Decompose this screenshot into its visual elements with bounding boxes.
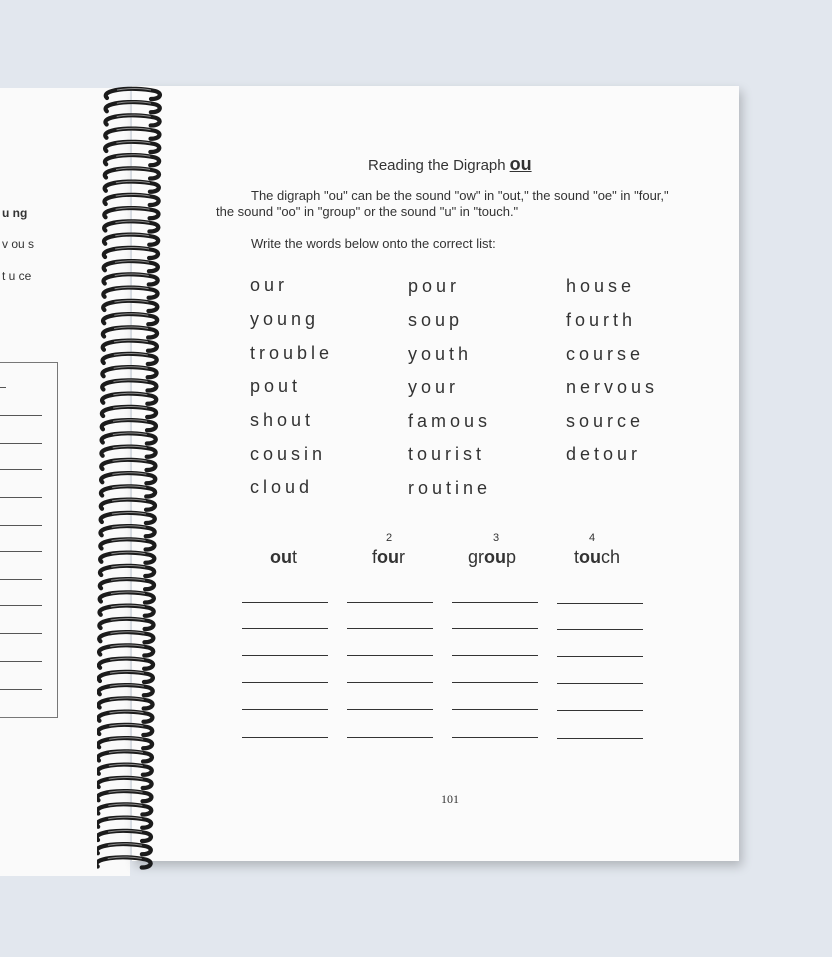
spiral-coil bbox=[97, 778, 151, 788]
left-page-answer-box bbox=[0, 362, 58, 718]
spiral-binding bbox=[97, 84, 167, 874]
left-page-fragment: u ng bbox=[2, 206, 28, 220]
word-item: cousin bbox=[250, 444, 327, 464]
spiral-coil bbox=[104, 261, 158, 271]
word-item: youth bbox=[408, 344, 473, 364]
list-number: 4 bbox=[589, 532, 596, 544]
word-item: young bbox=[250, 309, 320, 329]
spiral-coil bbox=[102, 367, 156, 377]
spiral-coil bbox=[101, 513, 155, 523]
intro-text: The digraph "ou" can be the sound "ow" in "out," the sound "oe" in "four," the sound "oo" in "group" or the sound "u" in "touch." bbox=[216, 188, 669, 219]
word-item: pout bbox=[250, 376, 302, 396]
word-item: shout bbox=[250, 410, 315, 430]
spiral-coil bbox=[105, 155, 159, 165]
answer-line[interactable] bbox=[557, 656, 643, 657]
spiral-coil bbox=[97, 831, 151, 841]
spiral-coil bbox=[99, 632, 153, 642]
word-item: source bbox=[566, 411, 645, 431]
spiral-coil bbox=[99, 672, 153, 682]
list-number: 2 bbox=[386, 532, 393, 544]
answer-line[interactable] bbox=[452, 602, 538, 603]
word-item: soup bbox=[408, 310, 464, 330]
answer-line[interactable] bbox=[242, 709, 328, 710]
spiral-coil bbox=[101, 447, 155, 457]
word-item: course bbox=[566, 344, 645, 364]
spiral-coil bbox=[101, 473, 155, 483]
answer-line[interactable] bbox=[347, 655, 433, 656]
list-header-out: out bbox=[270, 547, 298, 567]
word-item: pour bbox=[408, 276, 461, 296]
spiral-coil bbox=[98, 751, 152, 761]
answer-line[interactable] bbox=[452, 682, 538, 683]
spiral-coil bbox=[104, 221, 158, 231]
spiral-coil bbox=[103, 354, 157, 364]
worksheet-title bbox=[368, 154, 532, 175]
left-page-fragment: t u ce bbox=[2, 269, 32, 283]
list-header-group: group bbox=[468, 547, 517, 567]
spiral-coil bbox=[100, 592, 154, 602]
spiral-coil bbox=[102, 407, 156, 417]
spiral-coil bbox=[104, 195, 158, 205]
intro-paragraph bbox=[216, 188, 676, 220]
spiral-coil bbox=[104, 248, 158, 258]
spiral-coil bbox=[98, 725, 152, 735]
spiral-coil bbox=[103, 301, 157, 311]
spiral-coil bbox=[97, 804, 151, 814]
answer-line[interactable] bbox=[557, 710, 643, 711]
spiral-coil bbox=[105, 168, 159, 178]
list-header-touch: touch bbox=[574, 547, 621, 567]
spiral-coil bbox=[105, 142, 159, 152]
spiral-coil bbox=[102, 420, 156, 430]
answer-line[interactable] bbox=[347, 602, 433, 603]
spiral-coil bbox=[102, 433, 156, 443]
spiral-coil bbox=[97, 857, 151, 867]
spiral-coil bbox=[99, 619, 153, 629]
answer-line[interactable] bbox=[557, 603, 643, 604]
spiral-coil bbox=[103, 341, 157, 351]
spiral-coil bbox=[98, 712, 152, 722]
spiral-coil bbox=[101, 460, 155, 470]
answer-line[interactable] bbox=[242, 628, 328, 629]
spiral-coil bbox=[104, 274, 158, 284]
answer-line[interactable] bbox=[452, 655, 538, 656]
spiral-coil bbox=[105, 182, 159, 192]
spiral-coil bbox=[98, 738, 152, 748]
spiral-coil bbox=[104, 208, 158, 218]
spiral-coil bbox=[97, 844, 151, 854]
answer-line[interactable] bbox=[347, 737, 433, 738]
spiral-coil bbox=[98, 698, 152, 708]
spiral-coil bbox=[106, 102, 160, 112]
spiral-coil bbox=[100, 606, 154, 616]
worksheet-page bbox=[132, 86, 739, 861]
spiral-coil bbox=[106, 89, 160, 99]
spiral-coil bbox=[100, 553, 154, 563]
spiral-coil bbox=[98, 765, 152, 775]
left-page-fragment: v ou s bbox=[2, 237, 35, 251]
spiral-coil bbox=[104, 235, 158, 245]
list-number: 3 bbox=[493, 532, 500, 544]
spiral-coil bbox=[100, 566, 154, 576]
spiral-coil bbox=[105, 115, 159, 125]
answer-line[interactable] bbox=[557, 629, 643, 630]
word-item: famous bbox=[408, 411, 492, 431]
word-item: fourth bbox=[566, 310, 637, 330]
spiral-coil bbox=[100, 526, 154, 536]
spiral-coil bbox=[101, 486, 155, 496]
word-item: your bbox=[408, 377, 460, 397]
spiral-coil bbox=[103, 288, 157, 298]
answer-line[interactable] bbox=[242, 655, 328, 656]
spiral-coil bbox=[102, 394, 156, 404]
spiral-coil bbox=[97, 791, 151, 801]
answer-line[interactable] bbox=[557, 683, 643, 684]
word-item: detour bbox=[566, 444, 642, 464]
spiral-coil bbox=[97, 818, 151, 828]
answer-line[interactable] bbox=[452, 737, 538, 738]
spiral-coil bbox=[99, 685, 153, 695]
instruction-text: Write the words below onto the correct list: bbox=[251, 236, 496, 251]
answer-line[interactable] bbox=[347, 709, 433, 710]
word-item: trouble bbox=[250, 343, 334, 363]
spiral-coil bbox=[105, 129, 159, 139]
spiral-coil bbox=[103, 327, 157, 337]
spiral-coil bbox=[100, 539, 154, 549]
spiral-coil bbox=[99, 659, 153, 669]
list-header-four: four bbox=[372, 547, 406, 567]
answer-line[interactable] bbox=[242, 682, 328, 683]
word-item: routine bbox=[408, 478, 492, 498]
word-item: house bbox=[566, 276, 636, 296]
answer-line[interactable] bbox=[242, 737, 328, 738]
spiral-coil bbox=[103, 314, 157, 324]
answer-line[interactable] bbox=[347, 682, 433, 683]
word-item: cloud bbox=[250, 477, 314, 497]
title-digraph: ou bbox=[509, 154, 532, 174]
spiral-coil bbox=[102, 380, 156, 390]
word-item: nervous bbox=[566, 377, 659, 397]
answer-line[interactable] bbox=[242, 602, 328, 603]
title-text: Reading the Digraph bbox=[368, 157, 506, 174]
answer-line[interactable] bbox=[452, 709, 538, 710]
spiral-coil bbox=[100, 579, 154, 589]
answer-line[interactable] bbox=[557, 738, 643, 739]
spiral-coil bbox=[101, 500, 155, 510]
word-item: tourist bbox=[408, 444, 486, 464]
spiral-coil bbox=[99, 645, 153, 655]
answer-line[interactable] bbox=[452, 628, 538, 629]
answer-line[interactable] bbox=[347, 628, 433, 629]
word-item: our bbox=[250, 275, 289, 295]
page-number: 101 bbox=[441, 792, 459, 806]
